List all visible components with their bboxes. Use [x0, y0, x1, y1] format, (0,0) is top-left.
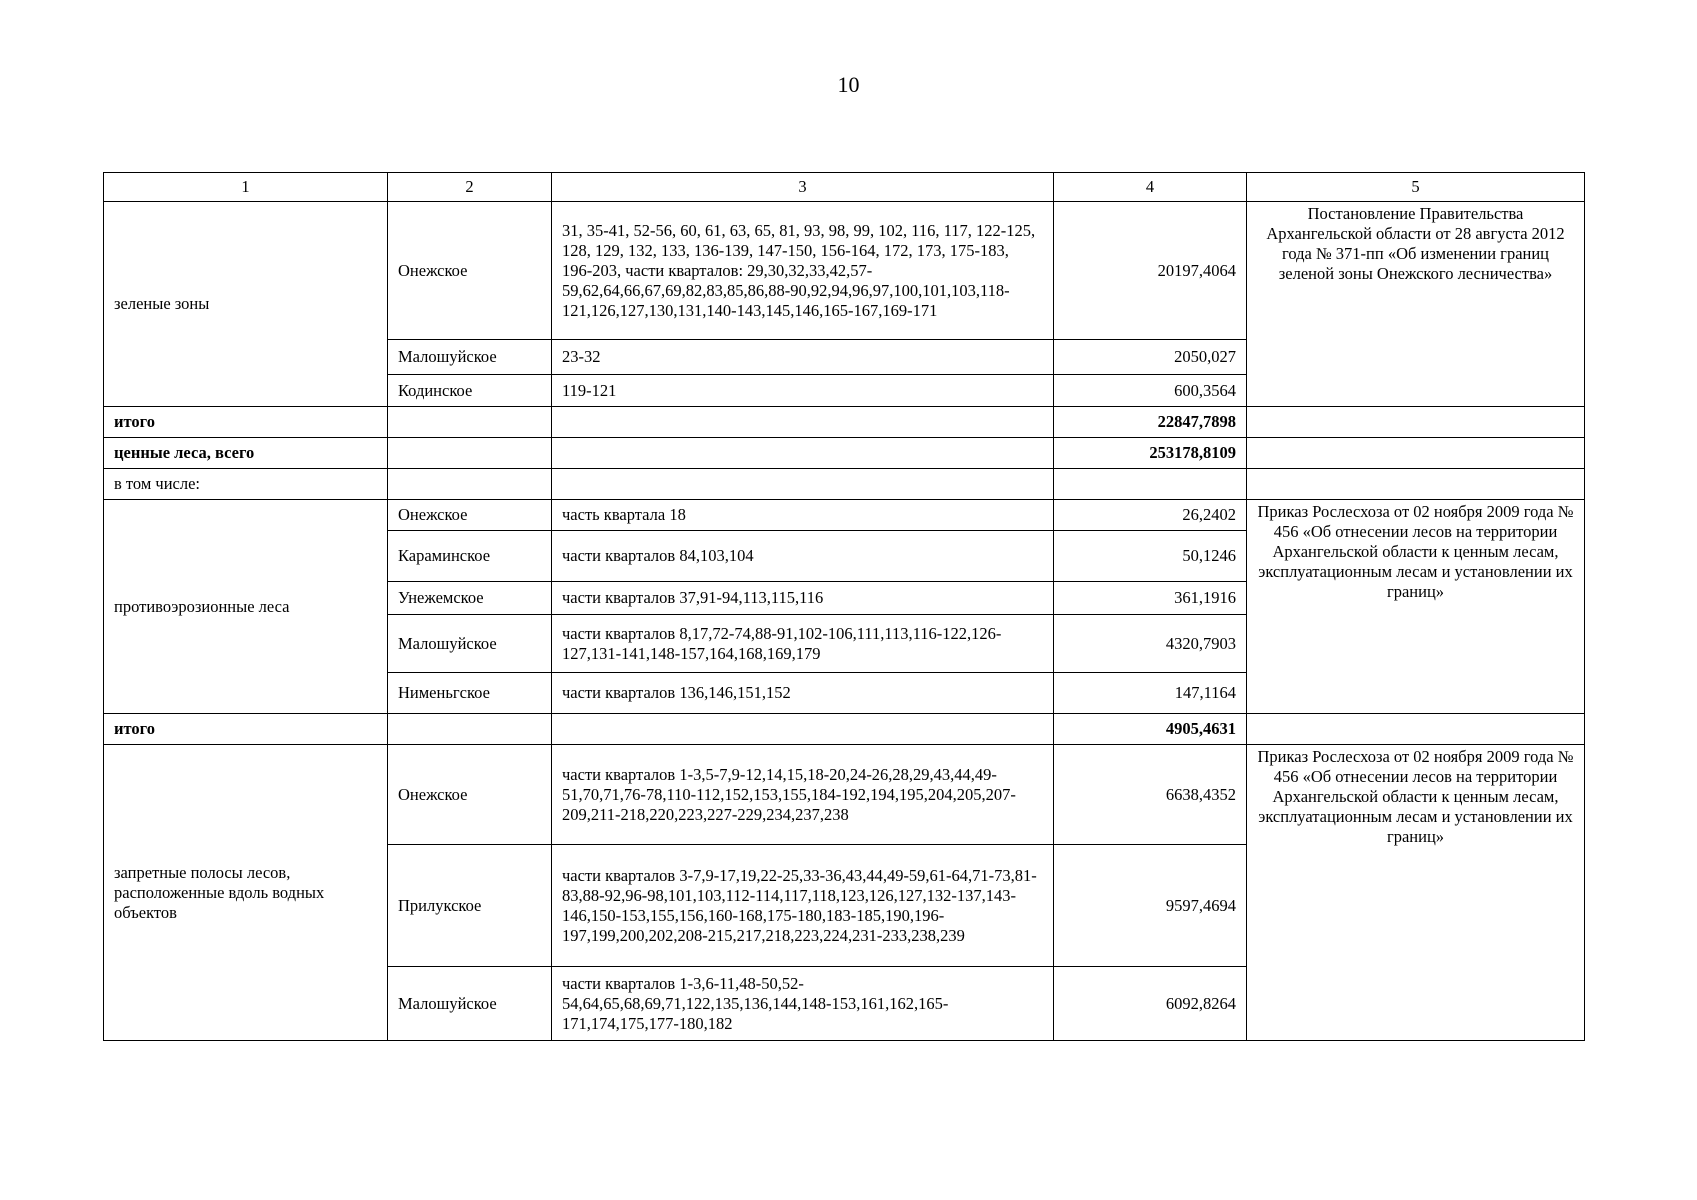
- empty-cell: [552, 469, 1054, 500]
- total-row: [104, 438, 1585, 469]
- column-header: 1: [104, 173, 388, 202]
- empty-cell: [388, 438, 552, 469]
- forestry-cell: Онежское: [388, 500, 552, 531]
- column-header: 2: [388, 173, 552, 202]
- empty-cell: [1247, 407, 1585, 438]
- area-cell: 2050,027: [1054, 340, 1247, 375]
- quarters-cell: 31, 35-41, 52-56, 60, 61, 63, 65, 81, 93, 98, 99, 102, 116, 117, 122-125, 128, 129, 132, 133, 136-139, 147-150, 156-164, 172, 173, 175-183, 196-203, части кварталов: 29,30,32,33,42,57-59,62,64,66,67,69,82,83,85,86,88-90,92,94,96,97,100,101,103,118-121,126,127,130,131,140-143,145,146,165-167,169-171: [552, 202, 1054, 340]
- category-cell: зеленые зоны: [104, 202, 388, 407]
- empty-cell: [1247, 469, 1585, 500]
- forestry-cell: Малошуйское: [388, 615, 552, 673]
- empty-cell: [1054, 469, 1247, 500]
- quarters-cell: части кварталов 84,103,104: [552, 531, 1054, 582]
- area-cell: 361,1916: [1054, 582, 1247, 615]
- valuable-total: 253178,8109: [1054, 438, 1247, 469]
- area-cell: 20197,4064: [1054, 202, 1247, 340]
- area-cell: 26,2402: [1054, 500, 1247, 531]
- total-label: итого: [104, 407, 388, 438]
- quarters-cell: части кварталов 37,91-94,113,115,116: [552, 582, 1054, 615]
- empty-cell: [1247, 714, 1585, 745]
- empty-cell: [388, 407, 552, 438]
- document-cell: Приказ Рослесхоза от 02 ноября 2009 года № 456 «Об отнесении лесов на территории Архангельской области к ценным лесам, эксплуатационным лесам и установлении их границ»: [1247, 745, 1585, 1041]
- forestry-cell: Онежское: [388, 202, 552, 340]
- forestry-cell: Малошуйское: [388, 967, 552, 1041]
- forestry-cell: Прилукское: [388, 845, 552, 967]
- forestry-cell: Караминское: [388, 531, 552, 582]
- column-header: 4: [1054, 173, 1247, 202]
- category-cell: запретные полосы лесов, расположенные вдоль водных объектов: [104, 745, 388, 1041]
- empty-cell: [552, 714, 1054, 745]
- quarters-cell: части кварталов 3-7,9-17,19,22-25,33-36,43,44,49-59,61-64,71-73,81-83,88-92,96-98,101,103,112-114,117,118,123,126,127,132-137,143-146,150-153,155,156,160-168,175-180,183-185,190,196-197,199,200,202,208-215,217,218,223,224,231-233,238,239: [552, 845, 1054, 967]
- quarters-cell: части кварталов 8,17,72-74,88-91,102-106,111,113,116-122,126-127,131-141,148-157,164,168,169,179: [552, 615, 1054, 673]
- total-value: 4905,4631: [1054, 714, 1247, 745]
- document-cell: Приказ Рослесхоза от 02 ноября 2009 года № 456 «Об отнесении лесов на территории Архангельской области к ценным лесам, эксплуатационным лесам и установлении их границ»: [1247, 500, 1585, 714]
- table-row: [104, 500, 1585, 531]
- quarters-cell: части кварталов 1-3,5-7,9-12,14,15,18-20,24-26,28,29,43,44,49-51,70,71,76-78,110-112,152,153,155,184-192,194,195,204,205,207-209,211-218,220,223,227-229,234,237,238: [552, 745, 1054, 845]
- document-cell: Постановление Правительства Архангельской области от 28 августа 2012 года № 371-пп «Об изменении границ зеленой зоны Онежского лесничества»: [1247, 202, 1585, 407]
- area-cell: 147,1164: [1054, 673, 1247, 714]
- quarters-cell: части кварталов 1-3,6-11,48-50,52-54,64,65,68,69,71,122,135,136,144,148-153,161,162,165-171,174,175,177-180,182: [552, 967, 1054, 1041]
- area-cell: 50,1246: [1054, 531, 1247, 582]
- page-number: 10: [837, 72, 860, 97]
- table-header-row: [104, 173, 1585, 202]
- valuable-label: ценные леса, всего: [104, 438, 388, 469]
- total-value: 22847,7898: [1054, 407, 1247, 438]
- area-cell: 600,3564: [1054, 375, 1247, 407]
- area-cell: 4320,7903: [1054, 615, 1247, 673]
- table-row: [104, 745, 1585, 845]
- forestry-cell: Онежское: [388, 745, 552, 845]
- empty-cell: [1247, 438, 1585, 469]
- quarters-cell: части кварталов 136,146,151,152: [552, 673, 1054, 714]
- including-label: в том числе:: [104, 469, 388, 500]
- empty-cell: [552, 438, 1054, 469]
- area-cell: 6638,4352: [1054, 745, 1247, 845]
- quarters-cell: 23-32: [552, 340, 1054, 375]
- forestry-cell: Унежемское: [388, 582, 552, 615]
- forest-table: [103, 172, 1585, 1041]
- empty-cell: [552, 407, 1054, 438]
- total-row: [104, 407, 1585, 438]
- forestry-cell: Кодинское: [388, 375, 552, 407]
- forestry-cell: Малошуйское: [388, 340, 552, 375]
- table-row: [104, 202, 1585, 340]
- quarters-cell: 119-121: [552, 375, 1054, 407]
- category-cell: противоэрозионные леса: [104, 500, 388, 714]
- empty-cell: [388, 469, 552, 500]
- area-cell: 6092,8264: [1054, 967, 1247, 1041]
- forestry-cell: Нименьгское: [388, 673, 552, 714]
- area-cell: 9597,4694: [1054, 845, 1247, 967]
- total-row: [104, 714, 1585, 745]
- empty-cell: [388, 714, 552, 745]
- column-header: 5: [1247, 173, 1585, 202]
- column-header: 3: [552, 173, 1054, 202]
- quarters-cell: часть квартала 18: [552, 500, 1054, 531]
- total-label: итого: [104, 714, 388, 745]
- table-row: [104, 469, 1585, 500]
